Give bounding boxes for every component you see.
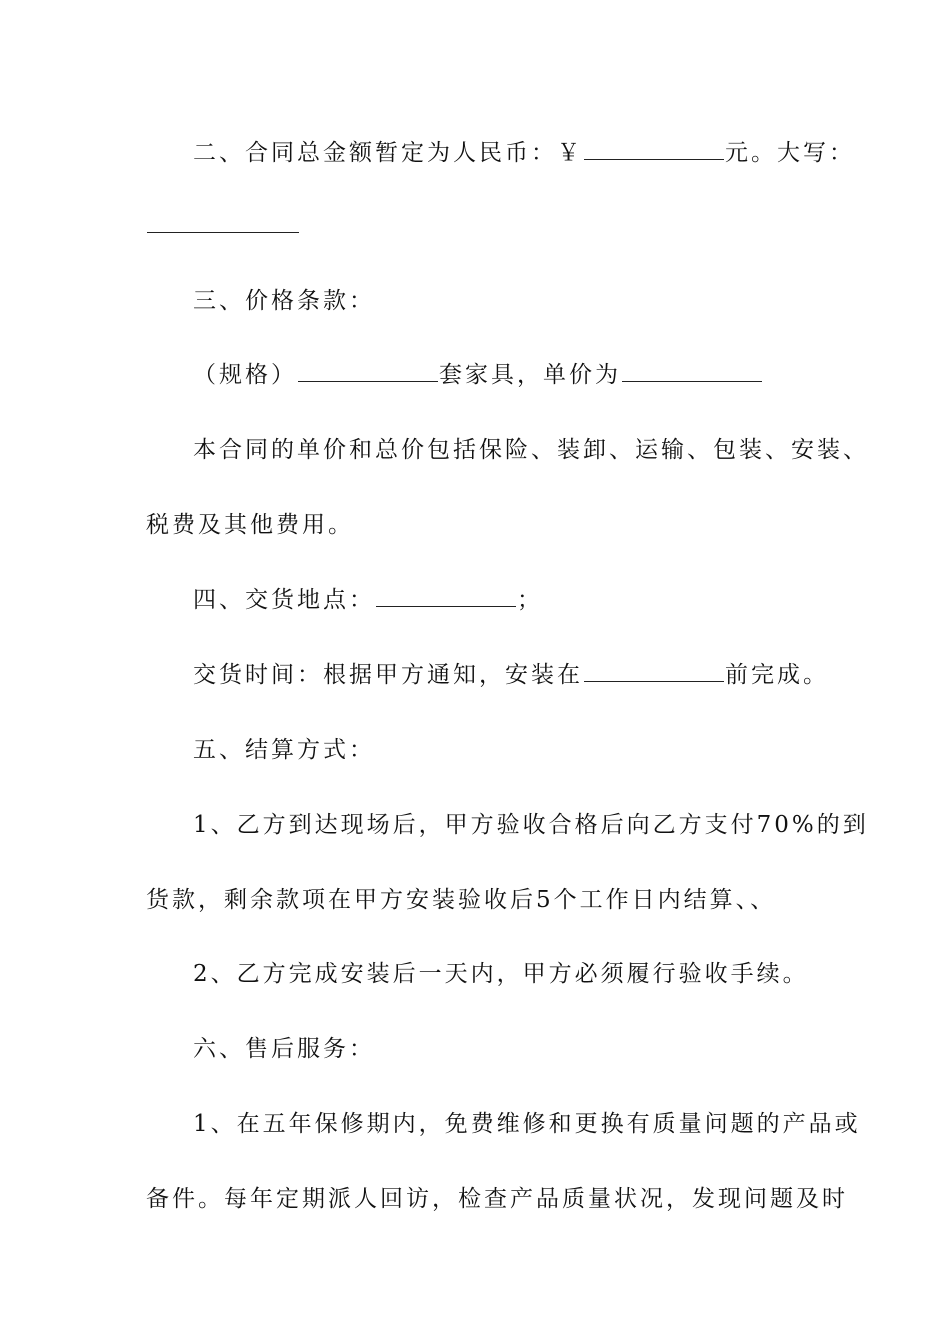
spec-blank — [298, 359, 438, 382]
clause-2-uppercase-label: 元。大写： — [725, 140, 855, 166]
clause-5-item-2: 2、乙方完成安装后一天内，甲方必须履行验收手续。 — [193, 961, 809, 987]
clause-6-title: 六、售后服务： — [193, 1036, 375, 1062]
unit-price-blank — [622, 359, 762, 382]
time-end: 前完成。 — [725, 662, 829, 688]
clause-5-item-1-line-2: 货款，剩余款项在甲方安装验收后5个工作日内结算、、 — [146, 887, 777, 913]
place-end: ； — [517, 587, 543, 613]
clause-2-label: 二、合同总金额暂定为人民币：￥ — [193, 140, 583, 166]
price-note-line-2: 税费及其他费用。 — [146, 512, 354, 538]
uppercase-amount-line — [0, 210, 950, 242]
clause-2-total-amount — [0, 137, 950, 169]
clause-6-item-1-line-2: 备件。每年定期派人回访，检查产品质量状况，发现问题及时 — [146, 1186, 848, 1212]
clause-3-title: 三、价格条款： — [193, 288, 375, 314]
spec-mid: 套家具，单价为 — [439, 362, 621, 388]
price-note-line-1: 本合同的单价和总价包括保险、装卸、运输、包装、安装、 — [193, 437, 869, 463]
delivery-time — [0, 659, 950, 691]
spec-prefix: （规格） — [193, 362, 297, 388]
place-label: 四、交货地点： — [193, 587, 375, 613]
clause-5-title: 五、结算方式： — [193, 737, 375, 763]
time-blank — [584, 659, 724, 682]
amount-blank — [584, 137, 724, 160]
clause-3-spec — [0, 359, 950, 391]
clause-6-item-1-line-1: 1、在五年保修期内，免费维修和更换有质量问题的产品或 — [193, 1111, 861, 1137]
uppercase-amount-blank — [147, 210, 299, 233]
place-blank — [376, 584, 516, 607]
clause-4-place — [0, 584, 950, 616]
clause-5-item-1-line-1: 1、乙方到达现场后，甲方验收合格后向乙方支付70%的到 — [193, 812, 869, 838]
time-prefix: 交货时间：根据甲方通知，安装在 — [193, 662, 583, 688]
